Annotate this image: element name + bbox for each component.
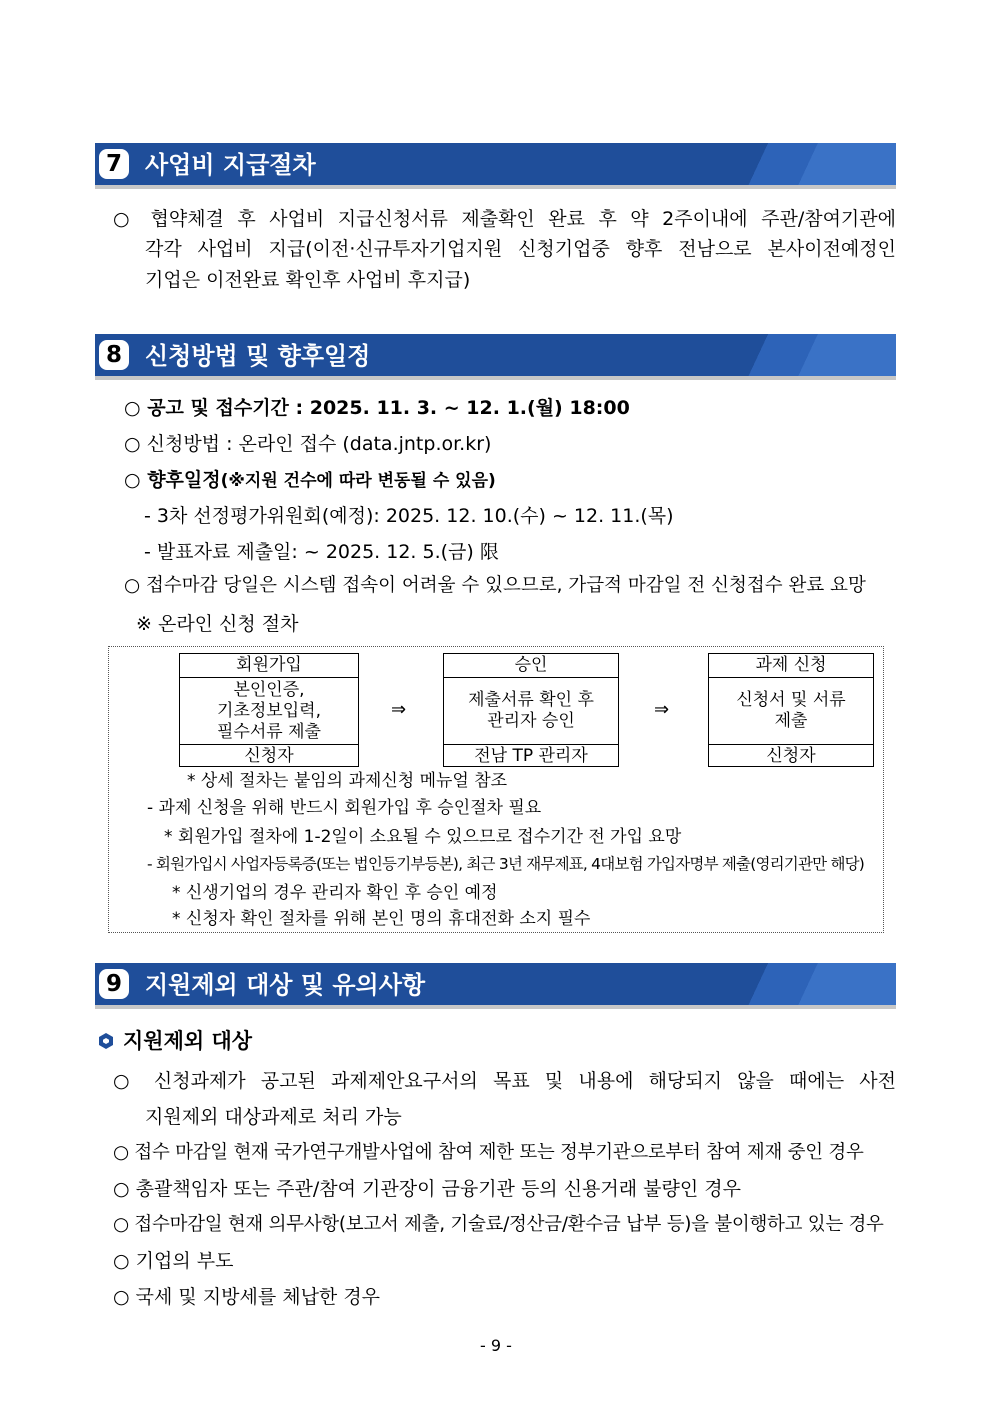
flow-note: - 과제 신청을 위해 반드시 회원가입 후 승인절차 필요 bbox=[147, 798, 542, 818]
s7-line-2: 각각 사업비 지급(이전·신규투자기업지원 신청기업중 향후 전남으로 본사이전예정인 bbox=[145, 238, 896, 260]
flow-title: ※ 온라인 신청 절차 bbox=[136, 613, 299, 635]
flow-body-line: 필수서류 제출 bbox=[217, 721, 321, 742]
section-number: 9 bbox=[99, 969, 129, 999]
flow-step-body bbox=[709, 678, 873, 745]
section-number: 7 bbox=[99, 149, 129, 179]
flow-note: * 신생기업의 경우 관리자 확인 후 승인 예정 bbox=[172, 883, 498, 903]
flow-body-line: 본인인증, bbox=[233, 679, 305, 700]
flow-step-signup bbox=[179, 653, 359, 767]
flow-step-actor: 신청자 bbox=[766, 746, 816, 766]
exclusion-item-1b: 지원제외 대상과제로 처리 가능 bbox=[145, 1106, 402, 1128]
s7-line-3: 기업은 이전완료 확인후 사업비 후지급) bbox=[145, 269, 471, 291]
header-stripe bbox=[726, 334, 896, 380]
schedule-note: (※지원 건수에 따라 변동될 수 있음) bbox=[220, 471, 496, 491]
section-header-8 bbox=[95, 334, 896, 380]
flow-note: * 상세 절차는 붙임의 과제신청 메뉴얼 참조 bbox=[187, 771, 508, 791]
schedule-label: ○ 향후일정 bbox=[124, 469, 221, 491]
exclusion-item-2: ○ 접수 마감일 현재 국가연구개발사업에 참여 제한 또는 정부기관으로부터 참여 제재 중인 경우 bbox=[113, 1142, 864, 1163]
flow-step-head: 승인 bbox=[444, 654, 618, 678]
exclusion-item-4: ○ 접수마감일 현재 의무사항(보고서 제출, 기술료/정산금/환수금 납부 등)을 불이행하고 있는 경우 bbox=[113, 1214, 884, 1235]
exclusion-item-1a: ○ 신청과제가 공고된 과제제안요구서의 목표 및 내용에 해당되지 않을 때에는 사전 bbox=[113, 1070, 896, 1092]
flow-body-line: 신청서 및 서류 bbox=[736, 690, 846, 710]
flow-body-line: 관리자 승인 bbox=[487, 711, 575, 731]
flow-arrow: ⇒ bbox=[391, 699, 407, 720]
flow-step-head: 회원가입 bbox=[180, 654, 358, 678]
online-flow-box bbox=[108, 646, 884, 933]
header-underline bbox=[95, 376, 896, 380]
deadline-note: ○ 접수마감 당일은 시스템 접속이 어려울 수 있으므로, 가급적 마감일 전 신청접수 완료 요망 bbox=[124, 575, 866, 596]
section-header-9 bbox=[95, 963, 896, 1009]
flow-step-apply bbox=[708, 653, 874, 767]
flow-step-body bbox=[180, 678, 358, 745]
section-title: 신청방법 및 향후일정 bbox=[145, 342, 371, 370]
s7-line-1: ○ 협약체결 후 사업비 지급신청서류 제출확인 완료 후 약 2주이내에 주관/참여기관에 bbox=[113, 208, 896, 230]
page-number: - 9 - bbox=[480, 1336, 512, 1355]
apply-period: ○ 공고 및 접수기간 : 2025. 11. 3. ~ 12. 1.(월) 18:00 bbox=[124, 397, 630, 419]
flow-body-line: 기초정보입력, bbox=[217, 700, 321, 721]
schedule-heading bbox=[124, 467, 496, 494]
flow-step-actor: 전남 TP 관리자 bbox=[474, 746, 588, 766]
schedule-item-2: - 발표자료 제출일: ~ 2025. 12. 5.(금) 限 bbox=[144, 541, 499, 563]
flow-body-line: 제출 bbox=[774, 711, 808, 731]
section-title: 지원제외 대상 및 유의사항 bbox=[145, 971, 426, 999]
flow-step-actor: 신청자 bbox=[244, 746, 294, 766]
flow-note: - 회원가입시 사업자등록증(또는 법인등기부등본), 최근 3년 재무제표, 4대보험 가입자명부 제출(영리기관만 해당) bbox=[147, 855, 865, 873]
header-stripe bbox=[726, 143, 896, 189]
section-header-7 bbox=[95, 143, 896, 189]
flow-body-line: 제출서류 확인 후 bbox=[468, 690, 594, 710]
exclusion-item-6: ○ 국세 및 지방세를 체납한 경우 bbox=[113, 1286, 381, 1308]
schedule-item-1: - 3차 선정평가위원회(예정): 2025. 12. 10.(수) ~ 12. 11.(목) bbox=[144, 505, 674, 527]
flow-step-head: 과제 신청 bbox=[709, 654, 873, 678]
section-title: 사업비 지급절차 bbox=[145, 151, 316, 179]
subheading-exclusions: 지원제외 대상 bbox=[123, 1029, 253, 1053]
exclusion-item-3: ○ 총괄책임자 또는 주관/참여 기관장이 금융기관 등의 신용거래 불량인 경우 bbox=[113, 1178, 741, 1200]
header-underline bbox=[95, 185, 896, 189]
flow-arrow: ⇒ bbox=[654, 699, 670, 720]
flow-note: * 신청자 확인 절차를 위해 본인 명의 휴대전화 소지 필수 bbox=[172, 909, 591, 929]
header-stripe bbox=[726, 963, 896, 1009]
header-underline bbox=[95, 1005, 896, 1009]
flow-note: * 회원가입 절차에 1-2일이 소요될 수 있으므로 접수기간 전 가입 요망 bbox=[164, 827, 682, 847]
hexagon-bullet-icon bbox=[97, 1032, 115, 1050]
flow-step-body bbox=[444, 678, 618, 745]
apply-method: ○ 신청방법 : 온라인 접수 (data.jntp.or.kr) bbox=[124, 433, 492, 455]
exclusion-item-5: ○ 기업의 부도 bbox=[113, 1250, 234, 1272]
section-number: 8 bbox=[99, 340, 129, 370]
flow-step-approval bbox=[443, 653, 619, 767]
